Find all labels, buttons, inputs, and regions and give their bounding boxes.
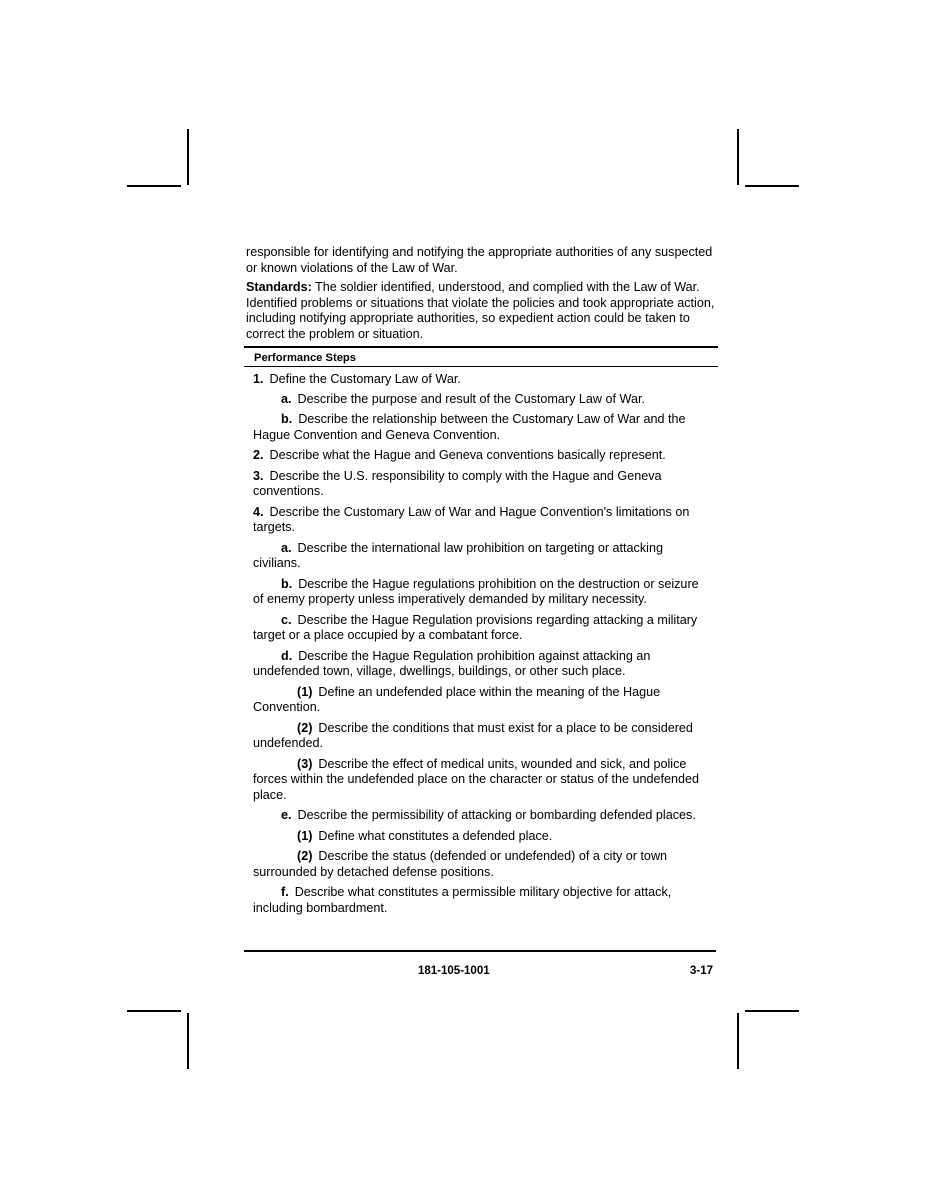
performance-steps-list [253,372,708,917]
step-text: Describe the conditions that must exist for a place to be considered undefended. [253,720,693,751]
step-text: Describe what constitutes a permissible military objective for attack, including bombardment. [253,884,672,915]
step-text: Describe the purpose and result of the Customary Law of War. [297,391,645,406]
performance-steps-title: Performance Steps [254,351,356,364]
performance-step [253,685,708,716]
performance-step [253,448,708,464]
crop-mark-top-right-vertical [737,129,739,185]
step-label: e. [281,808,292,823]
step-text: Describe the Hague Regulation provisions regarding attacking a military target or a place occupied by a combatant force. [253,612,698,643]
step-text: Define the Customary Law of War. [269,371,461,386]
step-label: (3) [297,756,313,771]
step-label: 2. [253,448,264,463]
step-text: Describe the Hague Regulation prohibition against attacking an undefended town, village, dwellings, buildings, or other such place. [253,648,651,679]
step-text: Describe the Hague regulations prohibition on the destruction or seizure of enemy property unless imperatively demanded by military necessity. [253,576,699,607]
step-label: f. [281,884,289,899]
step-label: c. [281,612,292,627]
crop-mark-top-right-horizontal [745,185,799,187]
step-label: (2) [297,848,313,863]
step-label: a. [281,540,292,555]
performance-step [253,757,708,804]
footer-page-number: 3-17 [690,965,714,977]
step-label: b. [281,412,293,427]
standards-paragraph [246,280,716,342]
crop-mark-bottom-left-vertical [187,1013,189,1069]
standards-text: The soldier identified, understood, and complied with the Law of War. Identified problems or situations that violate the policies and took appropriate action, including notifying appropriate authorities, so expedient action could be taken to correct the problem or situation. [246,280,715,341]
performance-step [253,577,708,608]
step-text: Describe the relationship between the Customary Law of War and the Hague Convention and Geneva Convention. [253,412,686,442]
performance-step [253,469,708,500]
step-text: Describe the U.S. responsibility to comply with the Hague and Geneva conventions. [253,468,662,499]
performance-step [253,885,708,916]
step-text: Describe what the Hague and Geneva conventions basically represent. [269,448,666,463]
crop-mark-bottom-left-horizontal [127,1010,181,1012]
step-label: d. [281,648,293,663]
performance-step [253,849,708,880]
step-text: Describe the international law prohibition on targeting or attacking civilians. [253,540,663,571]
standards-label: Standards: [246,280,312,295]
bottom-rule [244,950,716,952]
crop-mark-top-left-horizontal [127,185,181,187]
crop-mark-bottom-right-vertical [737,1013,739,1069]
step-text: Describe the status (defended or undefended) of a city or town surrounded by detached defense positions. [253,848,668,879]
crop-mark-bottom-right-horizontal [745,1010,799,1012]
step-label: b. [281,576,293,591]
crop-mark-top-left-vertical [187,129,189,185]
footer-doc-number: 181-105-1001 [418,965,490,977]
performance-step [253,721,708,752]
performance-step [253,808,708,824]
step-label: (2) [297,720,313,735]
performance-step [253,412,708,443]
step-text: Describe the Customary Law of War and Hague Convention's limitations on targets. [253,504,690,535]
step-label: 3. [253,468,264,483]
step-label: (1) [297,828,313,843]
performance-step [253,829,708,845]
step-label: a. [281,391,292,406]
step-text: Describe the permissibility of attacking or bombarding defended places. [297,808,696,823]
performance-step [253,649,708,680]
performance-step [253,372,708,388]
page-body [246,245,716,921]
performance-steps-header [244,346,718,367]
performance-step [253,613,708,644]
performance-step [253,505,708,536]
performance-step [253,392,708,408]
step-label: (1) [297,684,313,699]
step-text: Define what constitutes a defended place. [318,828,553,843]
condition-continuation: responsible for identifying and notifying the appropriate authorities of any suspected or known violations of the Law of War. [246,245,713,275]
step-text: Define an undefended place within the meaning of the Hague Convention. [253,684,661,715]
step-label: 4. [253,504,264,519]
step-text: Describe the effect of medical units, wounded and sick, and police forces within the undefended place on the character or status of the undefended place. [253,756,699,802]
step-label: 1. [253,371,264,386]
performance-step [253,541,708,572]
